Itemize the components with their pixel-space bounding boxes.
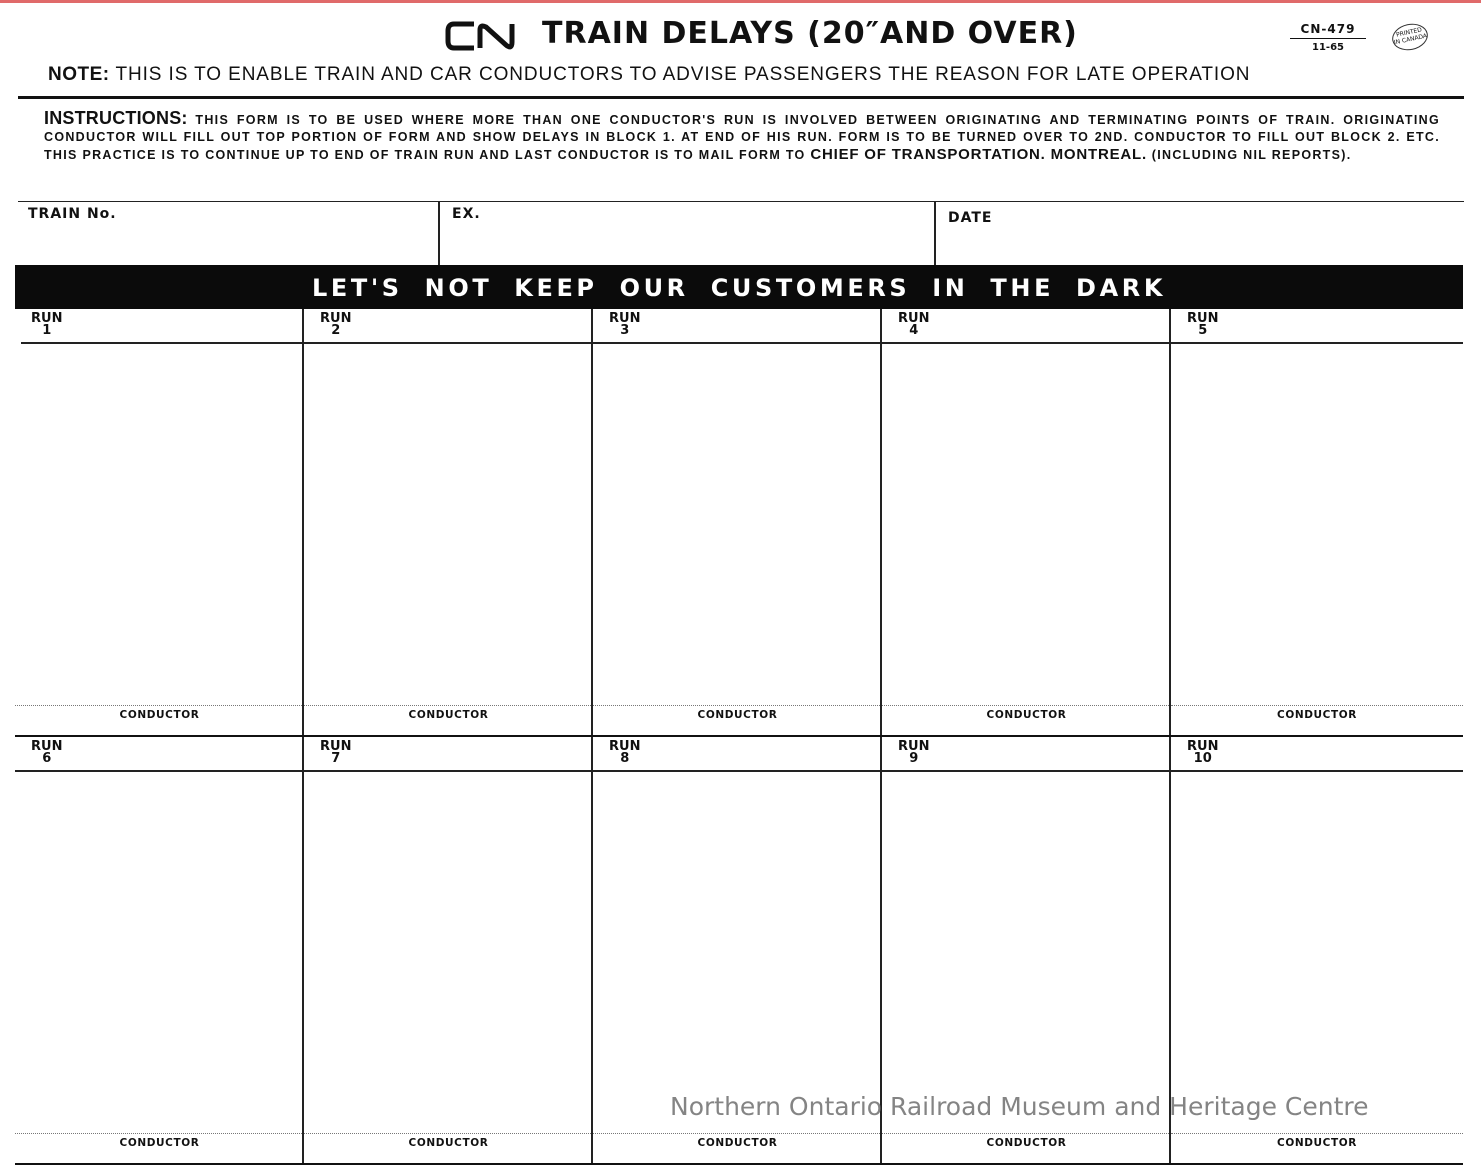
instructions-label: INSTRUCTIONS: <box>44 108 188 128</box>
signature-line <box>1171 1133 1463 1134</box>
conductor-label: CONDUCTOR <box>986 709 1067 721</box>
museum-watermark: Northern Ontario Railroad Museum and Heritage Centre <box>670 1092 1369 1121</box>
run-number: 3 <box>620 323 630 338</box>
run-header-rule <box>304 342 593 344</box>
grid-divider <box>591 309 593 1165</box>
run-header-rule <box>21 342 304 344</box>
instructions-nil-reports: (INCLUDING NIL REPORTS). <box>1151 148 1352 162</box>
run-word: RUN <box>320 311 352 326</box>
date-label: DATE <box>948 210 993 226</box>
run-label <box>898 313 929 337</box>
run-word: RUN <box>1187 739 1219 754</box>
run-word: RUN <box>1187 311 1219 326</box>
run-label <box>1187 313 1218 337</box>
run-label <box>609 741 640 765</box>
run-block-6[interactable] <box>15 737 304 1165</box>
run-block-4[interactable] <box>882 309 1171 737</box>
signature-line <box>593 705 882 706</box>
run-block-1[interactable] <box>15 309 304 737</box>
conductor-label: CONDUCTOR <box>119 1137 200 1149</box>
signature-line <box>304 1133 593 1134</box>
signature-line <box>593 1133 882 1134</box>
conductor-label: CONDUCTOR <box>119 709 200 721</box>
conductor-label: CONDUCTOR <box>1277 709 1357 721</box>
form-title: TRAIN DELAYS (20″AND OVER) <box>542 16 1078 51</box>
run-word: RUN <box>320 739 352 754</box>
run-header-rule <box>15 770 304 772</box>
run-word: RUN <box>609 739 641 754</box>
run-number: 7 <box>331 751 341 766</box>
run-number: 10 <box>1193 751 1212 766</box>
run-word: RUN <box>31 311 63 326</box>
grid-middle-rule <box>15 735 1463 737</box>
run-label <box>1187 741 1218 765</box>
cn-logo-icon <box>444 18 522 54</box>
run-header-rule <box>593 342 882 344</box>
run-block-7[interactable] <box>304 737 593 1165</box>
run-header-rule <box>304 770 593 772</box>
note-text: THIS IS TO ENABLE TRAIN AND CAR CONDUCTORS TO ADVISE PASSENGERS THE REASON FOR LATE OPERATION <box>115 64 1251 85</box>
run-header-rule <box>1171 770 1463 772</box>
signature-line <box>882 705 1171 706</box>
run-number: 4 <box>909 323 919 338</box>
instructions-text: THIS FORM IS TO BE USED WHERE MORE THAN ONE CONDUCTOR'S RUN IS INVOLVED BETWEEN ORIGINATING AND TERMINATING POINTS OF TRAIN. ORIGINATING CONDUCTOR WILL FILL OUT TOP PORTION OF FORM AND SHOW DELAYS IN BLOCK 1. AT END OF HIS RUN. FORM IS TO BE TURNED OVER TO 2ND. CONDUCTOR TO FILL OUT BLOCK 2. ETC. THIS PRACTICE IS TO CONTINUE UP TO END OF TRAIN RUN AND LAST CONDUCTOR IS TO MAIL FORM TO <box>44 113 1440 162</box>
run-label <box>609 313 640 337</box>
form-code: CN-479 <box>1290 22 1366 39</box>
run-header-rule <box>1171 342 1463 344</box>
runs-grid <box>15 309 1463 1165</box>
conductor-label: CONDUCTOR <box>697 709 778 721</box>
run-header-rule <box>882 770 1171 772</box>
form-number <box>1290 22 1366 53</box>
run-label <box>31 313 62 337</box>
run-block-5[interactable] <box>1171 309 1463 737</box>
conductor-label: CONDUCTOR <box>986 1137 1067 1149</box>
run-number: 8 <box>620 751 630 766</box>
note-line <box>48 64 1443 86</box>
grid-divider <box>880 309 882 1165</box>
run-number: 2 <box>331 323 341 338</box>
run-word: RUN <box>609 311 641 326</box>
grid-divider <box>1169 309 1171 1165</box>
run-word: RUN <box>898 739 930 754</box>
train-info-row <box>18 201 1464 268</box>
date-field[interactable] <box>936 202 1464 268</box>
run-word: RUN <box>31 739 63 754</box>
instructions-paragraph <box>44 110 1440 164</box>
run-number: 5 <box>1198 323 1208 338</box>
ex-field[interactable] <box>440 202 934 268</box>
train-no-field[interactable] <box>18 202 438 268</box>
run-label <box>898 741 929 765</box>
conductor-label: CONDUCTOR <box>408 1137 489 1149</box>
header-rule <box>18 96 1464 99</box>
run-header-rule <box>593 770 882 772</box>
signature-line <box>15 705 304 706</box>
signature-line <box>304 705 593 706</box>
train-no-label: TRAIN No. <box>28 206 117 222</box>
run-label <box>320 741 351 765</box>
slogan-banner: LET'S NOT KEEP OUR CUSTOMERS IN THE DARK <box>15 265 1463 309</box>
run-block-2[interactable] <box>304 309 593 737</box>
grid-divider <box>302 309 304 1165</box>
run-number: 1 <box>42 323 52 338</box>
conductor-label: CONDUCTOR <box>1277 1137 1357 1149</box>
form-date: 11-65 <box>1312 42 1344 53</box>
printed-in-canada-stamp: PRINTED IN CANADA <box>1390 21 1431 54</box>
run-number: 9 <box>909 751 919 766</box>
run-block-3[interactable] <box>593 309 882 737</box>
run-word: RUN <box>898 311 930 326</box>
instructions-recipient: CHIEF OF TRANSPORTATION. MONTREAL. <box>810 146 1147 163</box>
conductor-label: CONDUCTOR <box>697 1137 778 1149</box>
grid-bottom-rule <box>15 1163 1463 1165</box>
run-header-rule <box>882 342 1171 344</box>
top-edge-line <box>0 0 1481 3</box>
run-number: 6 <box>42 751 52 766</box>
signature-line <box>1171 705 1463 706</box>
signature-line <box>15 1133 304 1134</box>
signature-line <box>882 1133 1171 1134</box>
ex-label: EX. <box>452 206 481 222</box>
note-label: NOTE: <box>48 64 110 85</box>
run-label <box>31 741 62 765</box>
run-label <box>320 313 351 337</box>
conductor-label: CONDUCTOR <box>408 709 489 721</box>
